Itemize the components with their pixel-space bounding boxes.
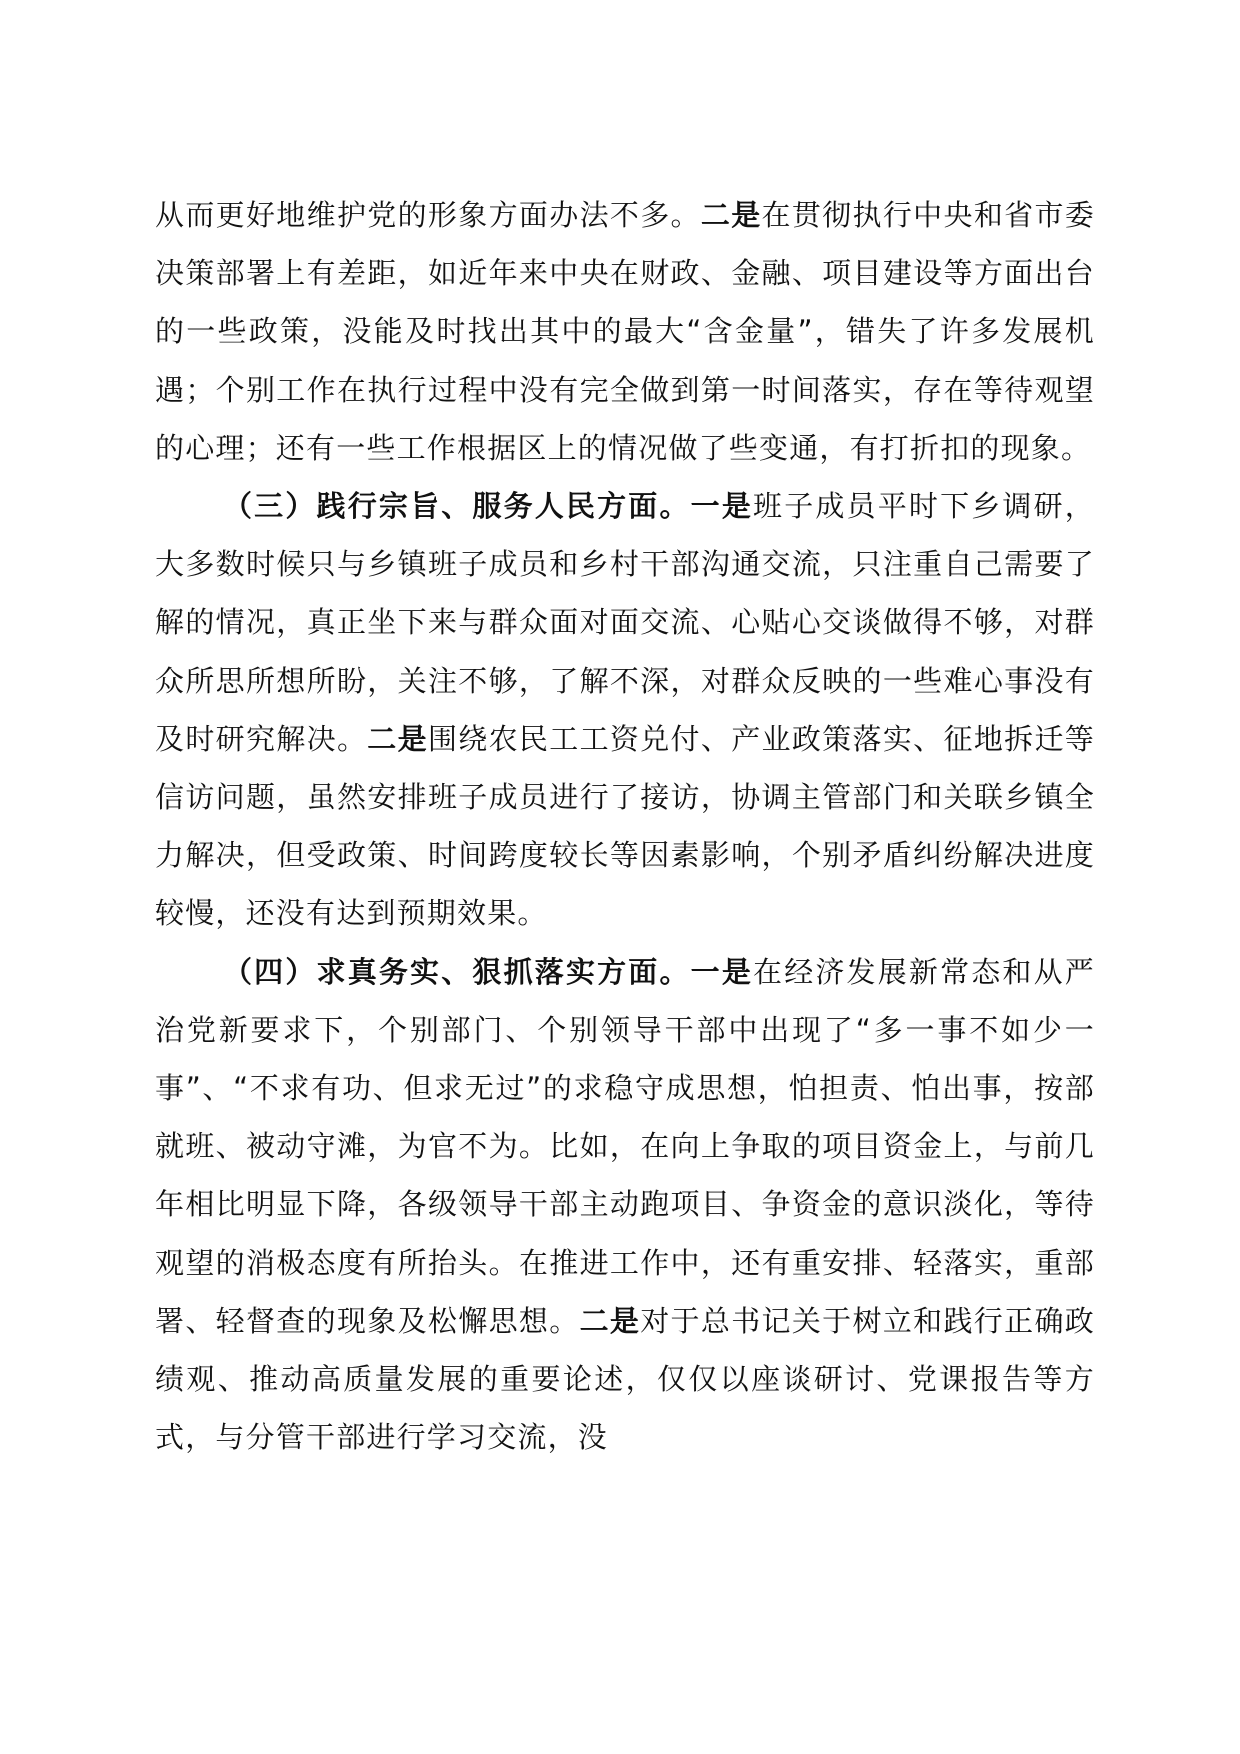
paragraph-2 — [155, 477, 1095, 943]
paragraph-1 — [155, 186, 1095, 477]
text-run: 在经济发展新常态和从严治党新要求下，个别部门、个别领导干部中出现了“多一事不如少一事”、“不求有功、但求无过”的求稳守成思想，怕担责、怕出事，按部就班、被动守滩，为官不为。比如，在向上争取的项目资金上，与前几年相比明显下降，各级领导干部主动跑项目、争资金的意识淡化，等待观望的消极态度有所抬头。在推进工作中，还有重安排、轻落实，重部署、轻督查的现象及松懈思想。 — [155, 954, 1095, 1338]
text-run: 围绕农民工工资兑付、产业政策落实、征地拆迁等信访问题，虽然安排班子成员进行了接访，协调主管部门和关联乡镇全力解决，但受政策、时间跨度较长等因素影响，个别矛盾纠纷解决进度较慢，还没有达到预期效果。 — [155, 721, 1096, 931]
bold-run: 一是 — [690, 489, 754, 524]
bold-run: 二是 — [700, 198, 762, 232]
text-run: 在贯彻执行中央和省市委决策部署上有差距，如近年来中央在财政、金融、项目建设等方面出台的一些政策，没能及时找出其中的最大“含金量”，错失了许多发展机遇；个别工作在执行过程中没有完全做到第一时间落实，存在等待观望的心理；还有一些工作根据区上的情况做了些变通，有打折扣的现象。 — [155, 198, 1095, 465]
text-run: 对于总书记关于树立和践行正确政绩观、推动高质量发展的重要论述，仅仅以座谈研讨、党课报告等方式，与分管干部进行学习交流，没 — [155, 1303, 1095, 1455]
text-run: 班子成员平时下乡调研，大多数时候只与乡镇班子成员和乡村干部沟通交流，只注重自己需要了解的情况，真正坐下来与群众面对面交流、心贴心交谈做得不够，对群众所思所想所盼，关注不够，了解不深，对群众反映的一些难心事没有及时研究解决。 — [155, 489, 1095, 756]
bold-run: 一是 — [690, 954, 754, 989]
paragraph-3 — [155, 943, 1095, 1467]
section-heading: （四）求真务实、狠抓落实方面。 — [223, 954, 691, 989]
body-text — [155, 186, 1095, 1466]
bold-run: 二是 — [367, 721, 428, 756]
section-heading: （三）践行宗旨、服务人民方面。 — [223, 489, 691, 524]
text-run: 从而更好地维护党的形象方面办法不多。 — [155, 198, 701, 232]
bold-run: 二是 — [579, 1303, 641, 1338]
